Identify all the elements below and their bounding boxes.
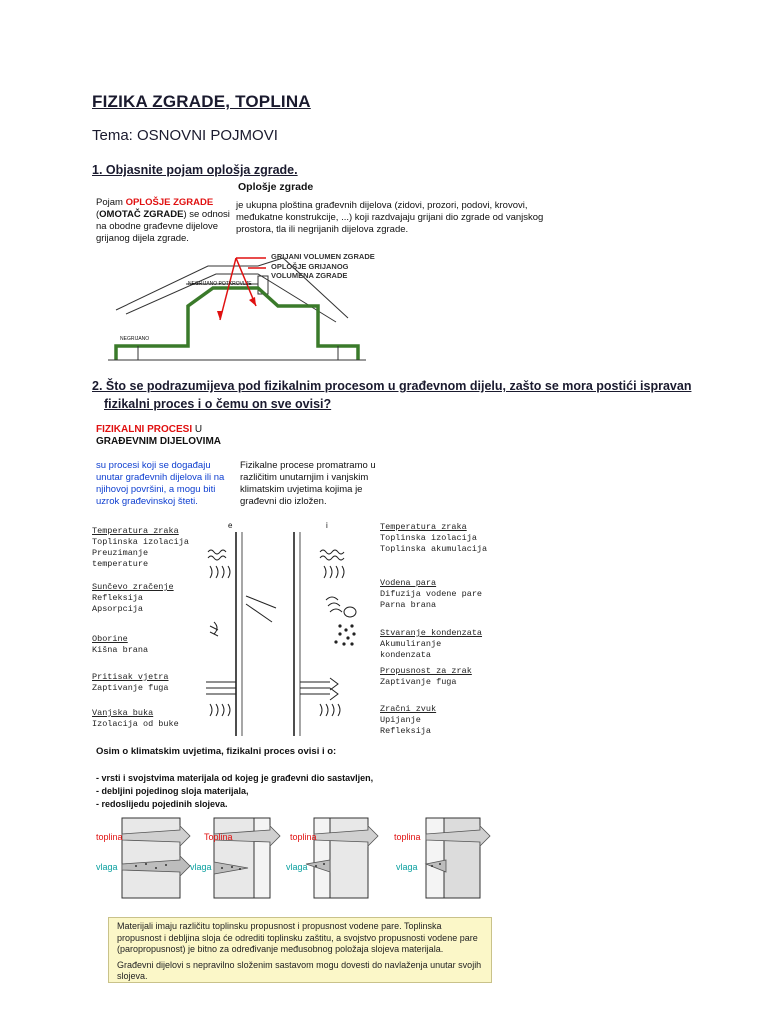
q1-term-oplosje: OPLOŠJE ZGRADE [125,197,214,208]
right-head: Stvaranje kondenzata [380,628,483,638]
right-head: Temperatura zraka [380,522,467,532]
right-group [380,522,490,578]
right-head: Propusnost za zrak [380,666,472,676]
summary-note [108,917,492,983]
right-line: Akumuliranje kondenzata [380,639,442,660]
left-head: Temperatura zraka [92,526,179,536]
moisture-label: vlaga [96,862,118,872]
left-head: Vanjska buka [92,708,154,718]
q1-left-intro: Pojam [96,197,123,208]
exterior-marker: e [228,521,233,530]
q2-term [96,424,221,448]
question-2-line2: fizikalni proces i o čemu on sve ovisi? [104,397,332,411]
right-line: Zaptivanje fuga [380,677,457,687]
depends-item: - redoslijedu pojedinih slojeva. [96,799,228,809]
panel-moisture-label: vlaga [396,862,418,872]
right-group [380,578,490,628]
right-line: Toplinska akumulacija [380,544,488,554]
right-group [380,666,490,704]
right-group [380,628,490,666]
q2-term-line2: GRAĐEVNIM DIJELOVIMA [96,436,222,447]
right-line: Parna brana [380,600,437,610]
q1-left-rest: odnosi na obodne građevne dijelove grijanog dijela zgrade. [96,209,230,244]
right-line: Refleksija [380,726,432,736]
right-head: Zračni zvuk [380,704,437,714]
heat-label: toplina [96,832,123,842]
q2-term-red: FIZIKALNI PROCESI [96,424,193,435]
left-line: Apsorpcija [92,604,144,614]
q1-left-close: ) se [183,209,200,220]
left-line: Kišna brana [92,645,149,655]
right-line: Toplinska izolacija [380,533,477,543]
wall-process-diagram [180,522,376,740]
page-title: FIZIKA ZGRADE, TOPLINA [92,92,311,111]
left-line: Izolacija od buke [92,719,179,729]
note-paragraph-1: Materijali imaju različitu toplinsku propusnost i propusnost vodene pare. Toplinska propusnost i debljina sloja će odrediti toplinsku zaštitu, a svojstvo propusnosti vodene pare (paropropusnost) je bitno za određivanje međusobnog položaja slojeva materijala. [117,921,478,954]
interior-marker: i [326,521,328,530]
left-head: Oborine [92,634,128,644]
depends-item: - debljini pojedinog sloja materijala, [96,786,249,796]
left-line: Toplinska izolacija [92,537,189,547]
right-head: Vodena para [380,578,437,588]
depends-list [96,772,373,811]
panel-label: toplina [290,832,317,842]
note-paragraph-2: Građevni dijelovi s nepravilno složenim sastavom mogu dovesti do navlaženja unutar svojih slojeva. [117,959,482,981]
right-group [380,704,490,737]
panel-moisture-label: vlaga [286,862,308,872]
legend-heated-volume: GRIJANI VOLUMEN ZGRADE [271,252,375,261]
right-process-labels [380,522,490,737]
left-line: Preuzimanje temperature [92,548,149,569]
q1-right-title: Oplošje zgrade [238,181,314,193]
left-line: Refleksija [92,593,144,603]
attic-label: NEGRIJANO POTKROVLJE [188,281,252,287]
q2-right-text: Fizikalne procese promatramo u različitim unutarnjim i vanjskim klimatskim uvjetima kojima je građevni dio izložen. [240,460,376,507]
question-1: 1. Objasnite pojam oplošja zgrade. [92,163,298,177]
q1-right-text: je ukupna ploština građevnih dijelova (zidovi, prozori, podovi, krovovi, međukatne konstrukcije, ...) koji razdvajaju grijani dio zgrade od vanjskog prostora, tla ili negrijanih dijelova zgrade. [236,200,544,235]
depends-title: Osim o klimatskim uvjetima, fizikalni proces ovisi i o: [96,746,337,757]
q1-left-open: ( [96,209,100,220]
depends-item: - vrsti i svojstvima materijala od kojeg je građevni dio sastavljen, [96,773,374,783]
legend-envelope: OPLOŠJE GRIJANOG VOLUMENA ZGRADE [271,262,349,280]
panel-label: Toplina [204,832,233,842]
question-2-line1: 2. Što se podrazumijeva pod fizikalnim procesom u građevnom dijelu, zašto se mora postići ispravan [92,379,692,393]
right-line: Difuzija vodene pare [380,589,483,599]
left-head: Sunčevo zračenje [92,582,174,592]
q1-left-text [96,197,232,245]
q2-term-suffix: U [194,424,203,435]
left-head: Pritisak vjetra [92,672,169,682]
q1-term-omotac: OMOTAČ ZGRADE [99,209,184,220]
panel-label: toplina [394,832,421,842]
panel-moisture-label: vlaga [190,862,212,872]
basement-label: NEGRIJANO [120,336,150,342]
right-line: Upijanje [380,715,421,725]
topic-heading: Tema: OSNOVNI POJMOVI [92,127,278,144]
q2-blue-definition: su procesi koji se događaju unutar građevnih dijelova ili na njihovoj površini, a mogu biti uzrok građevinskoj šteti. [96,460,225,507]
left-line: Zaptivanje fuga [92,683,169,693]
